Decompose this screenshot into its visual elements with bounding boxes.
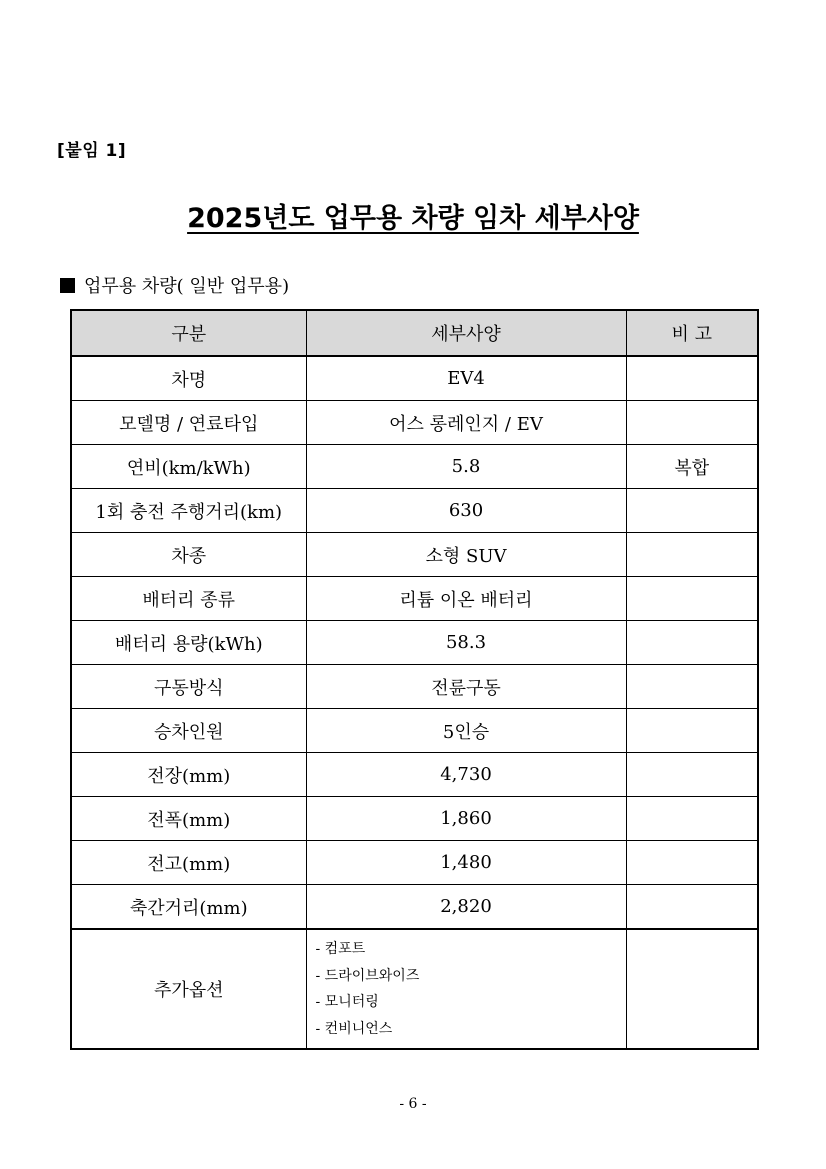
row-spec: 어스 롱레인지 / EV (306, 401, 626, 445)
section-heading (60, 272, 289, 298)
spec-table-body (71, 356, 758, 1049)
row-category: 구동방식 (71, 665, 306, 709)
options-label: 추가옵션 (71, 929, 306, 1049)
row-note (626, 489, 758, 533)
table-row (71, 356, 758, 401)
row-category: 모델명 / 연료타입 (71, 401, 306, 445)
option-item: - 컨비니언스 (315, 1020, 393, 1037)
row-spec: 리튬 이온 배터리 (306, 577, 626, 621)
row-spec: 5인승 (306, 709, 626, 753)
table-row (71, 665, 758, 709)
row-category: 전장(mm) (71, 753, 306, 797)
table-row (71, 621, 758, 665)
row-note (626, 401, 758, 445)
row-spec: 4,730 (306, 753, 626, 797)
filled-square-bullet-icon (60, 278, 75, 293)
row-category: 승차인원 (71, 709, 306, 753)
row-spec: 소형 SUV (306, 533, 626, 577)
row-note (626, 841, 758, 885)
table-row (71, 841, 758, 885)
row-category: 배터리 종류 (71, 577, 306, 621)
row-note (626, 577, 758, 621)
options-note (626, 929, 758, 1049)
section-heading-text: 업무용 차량( 일반 업무용) (84, 276, 290, 297)
header-category: 구분 (71, 310, 306, 356)
attachment-label: [붙임 1] (57, 141, 127, 161)
row-category: 전폭(mm) (71, 797, 306, 841)
row-note (626, 709, 758, 753)
document-title (0, 196, 826, 235)
row-spec: 58.3 (306, 621, 626, 665)
row-category: 연비(km/kWh) (71, 445, 306, 489)
table-row (71, 709, 758, 753)
row-spec: 630 (306, 489, 626, 533)
option-item: - 드라이브와이즈 (315, 967, 420, 984)
table-row (71, 753, 758, 797)
row-note (626, 665, 758, 709)
row-note (626, 356, 758, 401)
row-note: 복합 (626, 445, 758, 489)
row-note (626, 797, 758, 841)
row-note (626, 621, 758, 665)
table-row-options (71, 929, 758, 1049)
spec-table-header-row (71, 310, 758, 356)
row-note (626, 753, 758, 797)
table-row (71, 885, 758, 930)
row-spec: 5.8 (306, 445, 626, 489)
row-spec: 전륜구동 (306, 665, 626, 709)
table-row (71, 533, 758, 577)
option-item: - 컴포트 (315, 941, 366, 957)
table-row (71, 445, 758, 489)
row-spec: 1,480 (306, 841, 626, 885)
row-category: 배터리 용량(kWh) (71, 621, 306, 665)
row-category: 차종 (71, 533, 306, 577)
header-spec: 세부사양 (306, 310, 626, 356)
row-spec: 2,820 (306, 885, 626, 930)
table-row (71, 401, 758, 445)
document-title-text: 2025년도 업무용 차량 임차 세부사양 (187, 203, 639, 234)
header-note: 비 고 (626, 310, 758, 356)
spec-table (70, 309, 759, 1050)
row-note (626, 533, 758, 577)
row-category: 전고(mm) (71, 841, 306, 885)
options-list (306, 929, 626, 1049)
row-spec: EV4 (306, 356, 626, 401)
table-row (71, 577, 758, 621)
row-category: 축간거리(mm) (71, 885, 306, 930)
row-category: 1회 충전 주행거리(km) (71, 489, 306, 533)
row-spec: 1,860 (306, 797, 626, 841)
table-row (71, 797, 758, 841)
row-category: 차명 (71, 356, 306, 401)
table-row (71, 489, 758, 533)
option-item: - 모니터링 (315, 994, 379, 1010)
row-note (626, 885, 758, 930)
page-number: - 6 - (399, 1096, 427, 1112)
